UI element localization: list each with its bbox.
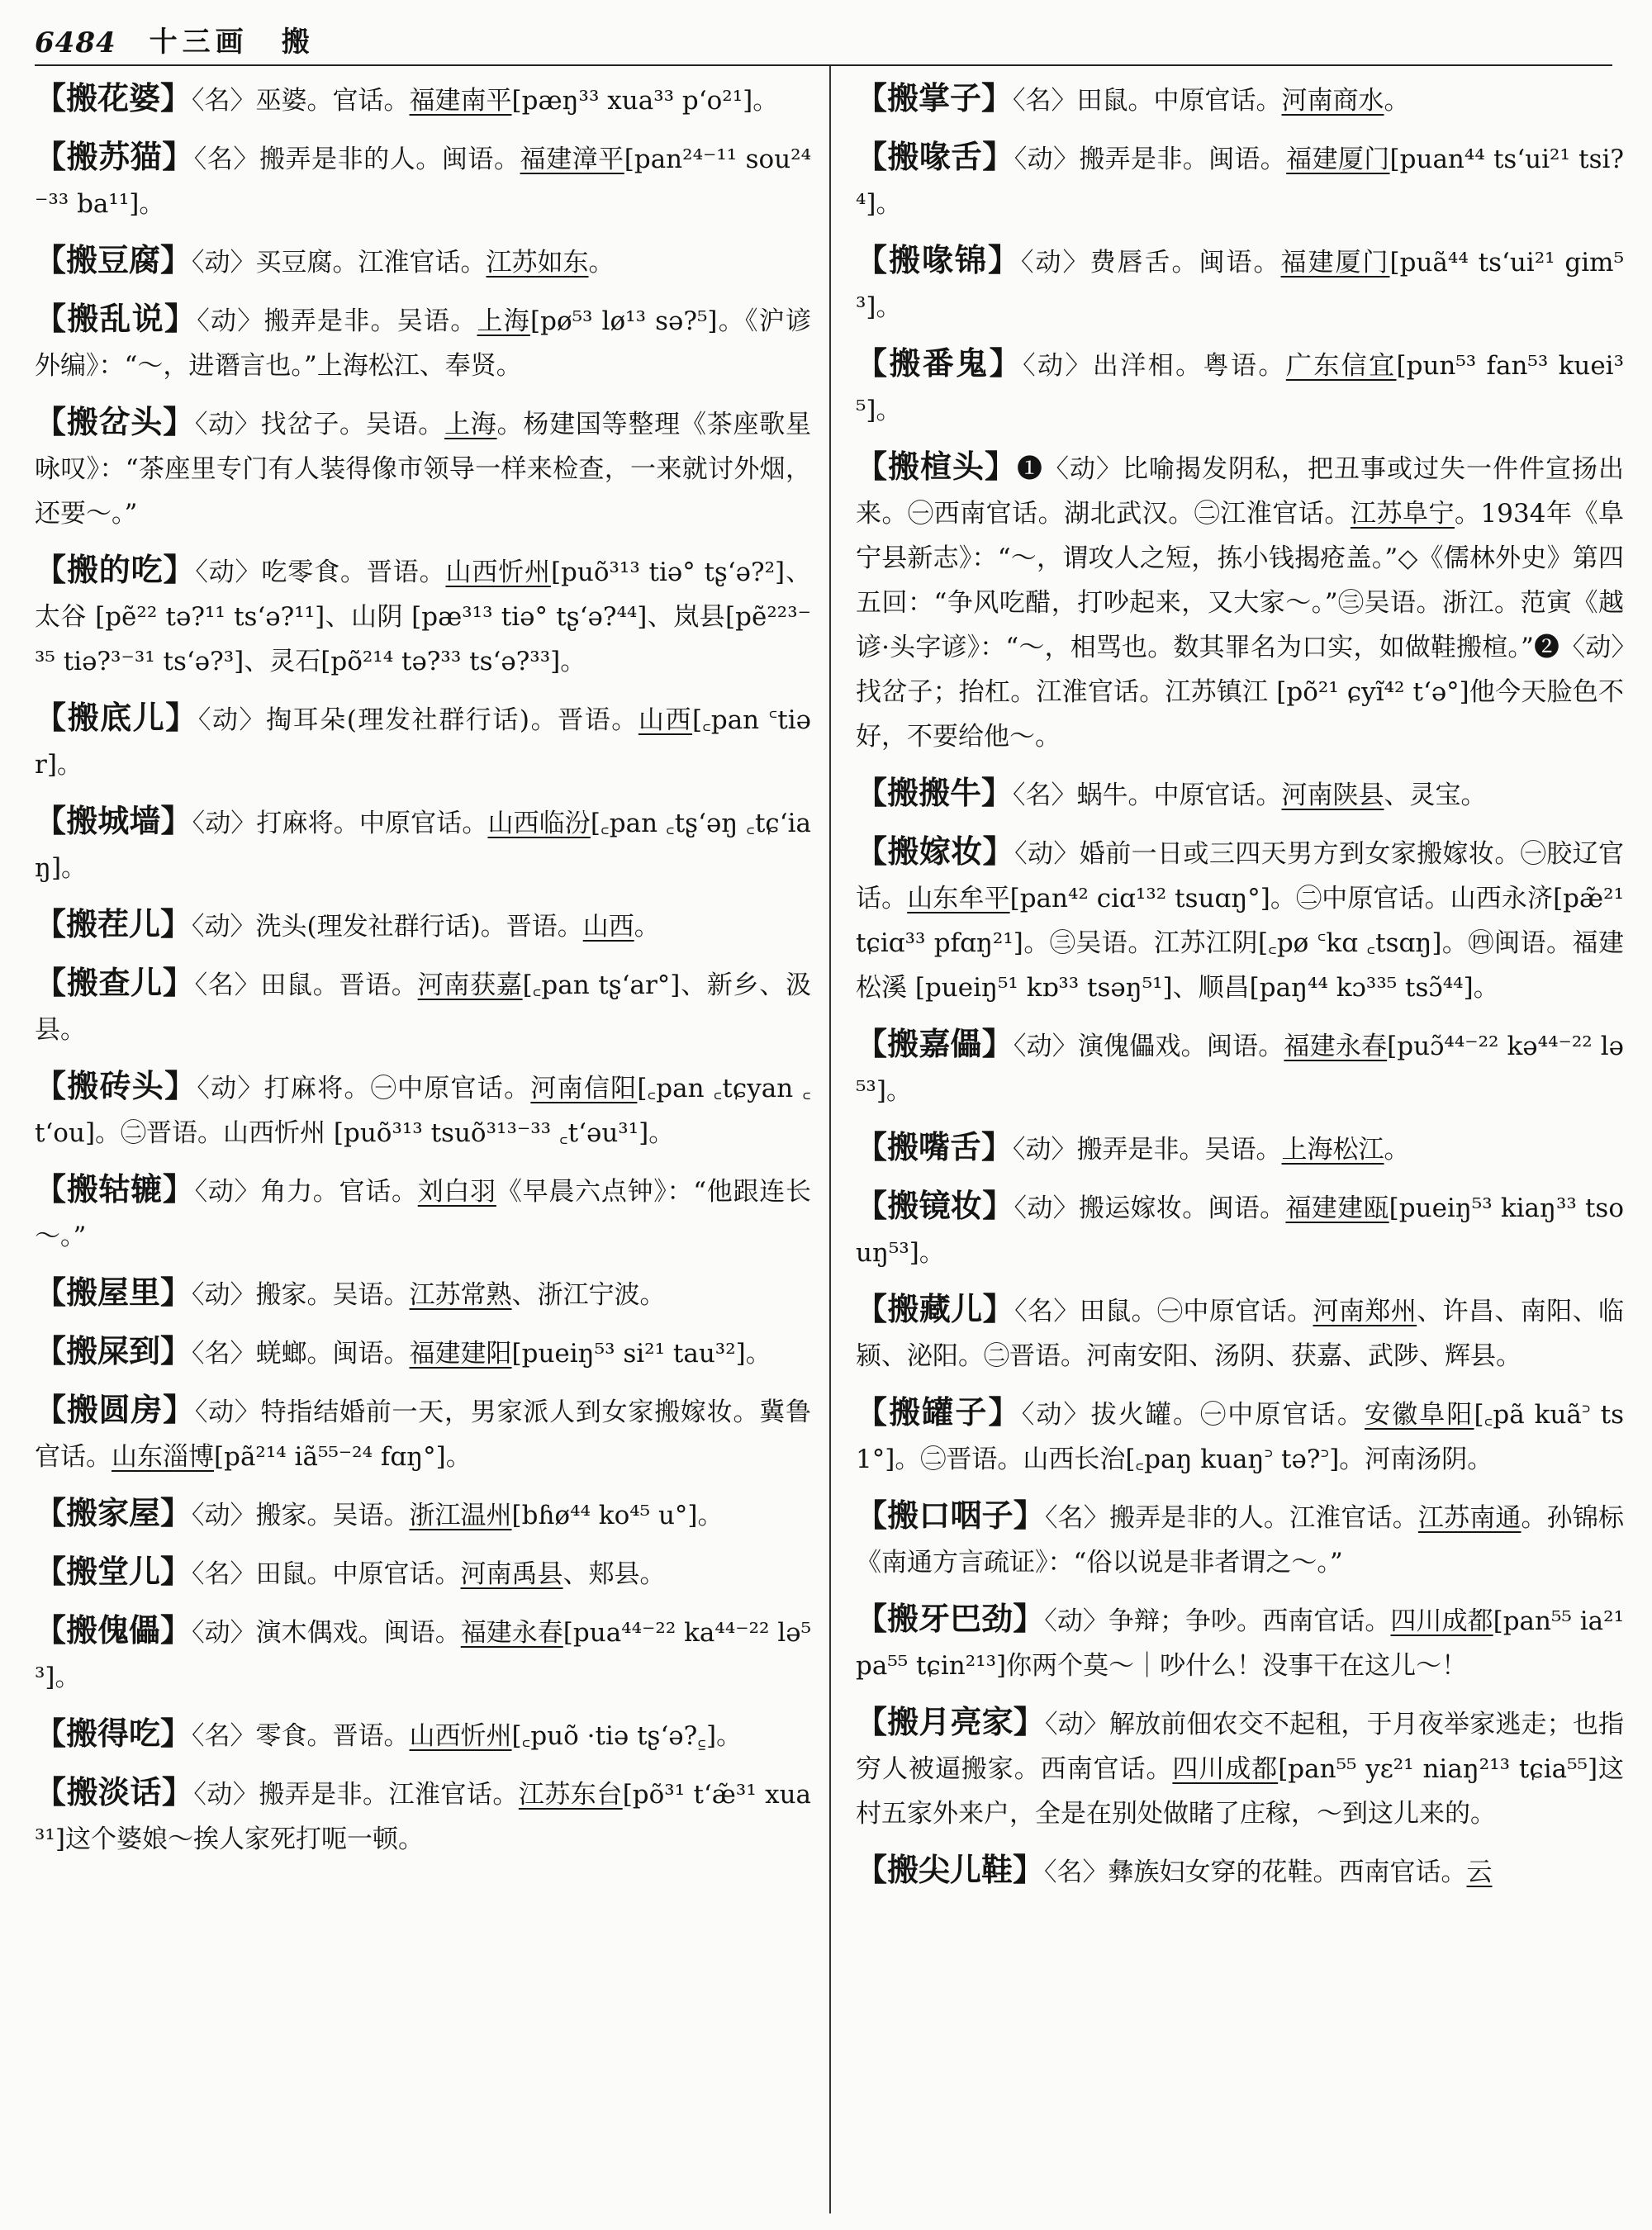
headword: 【搬镜妆】 bbox=[856, 1187, 1014, 1224]
definition: 搬弄是非。吴语。 bbox=[1076, 1135, 1282, 1165]
headword: 【搬牙巴劲】 bbox=[856, 1600, 1045, 1637]
headword: 【搬底儿】 bbox=[35, 699, 198, 736]
headword: 【搬屎到】 bbox=[35, 1332, 192, 1369]
dictionary-entry bbox=[856, 76, 1624, 123]
entry-tail: 。 bbox=[1384, 1135, 1410, 1165]
entry-tail: [pan⁵⁵ yɛ²¹ niaŋ²¹³ tɕia⁵⁵]这村五家外来户，全是在别处做睹了庄稼，～到这儿来的。 bbox=[856, 1754, 1624, 1829]
headword: 【搬家屋】 bbox=[35, 1494, 192, 1531]
part-of-speech: 〈动〉 bbox=[197, 705, 267, 735]
entry-tail: [puɔ̃⁴⁴⁻²² kə⁴⁴⁻²² lə⁵³]。 bbox=[856, 1032, 1625, 1106]
location: 刘白羽 bbox=[417, 1177, 496, 1207]
part-of-speech: 〈动〉 bbox=[197, 306, 264, 336]
entry-tail: [pan²⁴⁻¹¹ sou²⁴⁻³³ ba¹¹]。 bbox=[35, 145, 812, 219]
headword: 【搬掌子】 bbox=[856, 79, 1014, 116]
dictionary-entry bbox=[35, 1064, 811, 1155]
headword: 【搬淡话】 bbox=[35, 1773, 194, 1810]
entry-tail: [pueiŋ⁵³ kiaŋ³³ tsouŋ⁵³]。 bbox=[856, 1193, 1625, 1268]
definition: 搬家。吴语。 bbox=[255, 1280, 410, 1310]
definition: 巫婆。官话。 bbox=[255, 86, 410, 116]
dictionary-entry bbox=[35, 1491, 811, 1538]
left-column bbox=[35, 76, 811, 1873]
dictionary-entry bbox=[35, 1270, 811, 1317]
headword: 【搬圆房】 bbox=[35, 1391, 195, 1428]
headword: 【搬花婆】 bbox=[35, 79, 192, 116]
entry-tail: [꜀pan ꜀tʂ‘əŋ ꜀tɕ‘iaŋ]。 bbox=[35, 809, 812, 883]
definition: 找岔子。吴语。 bbox=[260, 410, 445, 439]
entry-tail: [puã⁴⁴ ts‘ui²¹ gim⁵³]。 bbox=[856, 248, 1624, 322]
location: 山西 bbox=[638, 705, 693, 735]
page-number: 6484 bbox=[35, 26, 116, 59]
definition: 零食。晋语。 bbox=[255, 1721, 410, 1751]
entry-tail: [pua⁴⁴⁻²² ka⁴⁴⁻²² lə⁵³]。 bbox=[35, 1618, 812, 1692]
headword: 【搬尖儿鞋】 bbox=[856, 1851, 1045, 1888]
location: 浙江温州 bbox=[409, 1501, 512, 1530]
dictionary-entry bbox=[35, 135, 811, 226]
definition: 演傀儡戏。闽语。 bbox=[1077, 1032, 1284, 1061]
dictionary-entry bbox=[35, 695, 811, 787]
entry-tail: [põ³¹ t‘æ̃³¹ xua³¹]这个婆娘～挨人家死打呃一顿。 bbox=[35, 1780, 812, 1854]
headword: 【搬番鬼】 bbox=[856, 344, 1023, 382]
headword: 【搬苏猫】 bbox=[35, 138, 194, 175]
entry-tail: [pæŋ³³ xua³³ p‘o²¹]。 bbox=[511, 86, 779, 116]
location: 福建建阳 bbox=[409, 1339, 512, 1369]
entry-tail: 、浙江宁波。 bbox=[511, 1280, 666, 1310]
definition: 搬弄是非。吴语。 bbox=[263, 306, 477, 336]
definition: 洗头(理发社群行话)。晋语。 bbox=[255, 912, 583, 942]
dictionary-entry bbox=[856, 829, 1624, 1010]
dictionary-entry bbox=[35, 1770, 811, 1862]
entry-tail: [bɦø⁴⁴ ko⁴⁵ u°]。 bbox=[511, 1501, 724, 1530]
part-of-speech: 〈名〉 bbox=[1044, 1858, 1108, 1887]
dictionary-entry bbox=[856, 1493, 1624, 1585]
headword: 【搬豆腐】 bbox=[35, 241, 192, 278]
part-of-speech: 〈动〉 bbox=[194, 1177, 261, 1207]
headword: 【搬轱辘】 bbox=[35, 1170, 195, 1208]
location: 福建建瓯 bbox=[1285, 1193, 1389, 1223]
definition: 搬弄是非。江淮官话。 bbox=[259, 1780, 519, 1810]
entry-tail: [꜀puõ ·tiə tʂ‘ə?꜁]。 bbox=[511, 1721, 743, 1751]
definition: 彝族妇女穿的花鞋。西南官话。 bbox=[1108, 1858, 1467, 1887]
definition: 出洋相。粤语。 bbox=[1092, 351, 1286, 381]
part-of-speech: 〈动〉 bbox=[1014, 145, 1080, 174]
entry-tail: 。 bbox=[1384, 86, 1410, 116]
location: 广东信宜 bbox=[1285, 351, 1397, 381]
location: 福建厦门 bbox=[1286, 145, 1390, 174]
dictionary-entry bbox=[856, 771, 1624, 818]
definition: 特指结婚前一天，男家派人到女家搬嫁妆。冀鲁官话。 bbox=[35, 1397, 812, 1472]
dictionary-entry bbox=[856, 1700, 1624, 1836]
headword: 【搬楦头】 bbox=[856, 448, 1017, 485]
dictionary-entry bbox=[856, 1287, 1624, 1378]
part-of-speech: 〈名〉 bbox=[1013, 780, 1077, 810]
part-of-speech: 〈动〉 bbox=[192, 809, 257, 838]
dictionary-entry bbox=[35, 400, 811, 536]
headword: 【搬堂儿】 bbox=[35, 1553, 192, 1590]
dictionary-entry bbox=[35, 1711, 811, 1758]
part-of-speech: 〈动〉 bbox=[194, 410, 261, 439]
definition: 争辩；争吵。西南官话。 bbox=[1108, 1606, 1391, 1636]
headword: 【搬砖头】 bbox=[35, 1067, 197, 1104]
headword: 【搬茬儿】 bbox=[35, 905, 192, 942]
location: 河南陕县 bbox=[1281, 780, 1384, 810]
part-of-speech: 〈动〉 bbox=[1013, 1135, 1077, 1165]
entry-tail: 、郏县。 bbox=[563, 1559, 666, 1589]
definition: 田鼠。晋语。 bbox=[260, 970, 418, 1000]
dictionary-entry bbox=[35, 238, 811, 285]
entry-tail: 。 bbox=[588, 248, 615, 278]
definition: 蜣螂。闽语。 bbox=[255, 1339, 410, 1369]
location: 福建永春 bbox=[460, 1618, 563, 1648]
headword: 【搬罐子】 bbox=[856, 1393, 1022, 1431]
location: 江苏如东 bbox=[486, 248, 589, 278]
entry-tail: [puõ³¹³ tiə° tʂ‘ə?²]、太谷 [pẽ²² tə?¹¹ ts‘ə?¹¹]、山阴 [pæ³¹³ tiə° tʂ‘ə?⁴⁴]、岚县[pẽ²²³⁻³⁵ tiə?³⁻³¹ ts‘ə?³]、灵石[põ²¹⁴ tə?³³ ts‘ə?³³]。 bbox=[35, 558, 812, 676]
part-of-speech: 〈名〉 bbox=[192, 1559, 256, 1589]
part-of-speech: 〈动〉 bbox=[193, 1780, 259, 1810]
headword: 【搬查儿】 bbox=[35, 964, 195, 1001]
location: 四川成都 bbox=[1390, 1606, 1493, 1636]
dictionary-entry bbox=[35, 548, 811, 684]
location: 上海 bbox=[444, 410, 497, 439]
headword: 【搬屋里】 bbox=[35, 1274, 192, 1311]
dictionary-entry bbox=[856, 1597, 1624, 1688]
entry-tail: [pø⁵³ lø¹³ sə?⁵]。《沪谚外编》：“～，进谮言也。”上海松江、奉贤。 bbox=[35, 306, 811, 381]
headword: 【搬嘴舌】 bbox=[856, 1128, 1014, 1165]
dictionary-entry bbox=[35, 1608, 811, 1700]
location: 上海 bbox=[477, 306, 530, 336]
entry-tail: [꜀pan tʂ‘ar°]、新乡、汲县。 bbox=[35, 970, 812, 1045]
part-of-speech: 〈动〉 bbox=[1044, 1710, 1109, 1739]
dictionary-entry bbox=[35, 297, 811, 388]
location: 江苏阜宁 bbox=[1350, 499, 1455, 529]
part-of-speech: 〈名〉 bbox=[194, 970, 261, 1000]
definition: 角力。官话。 bbox=[260, 1177, 418, 1207]
part-of-speech: 〈名〉 bbox=[193, 145, 259, 174]
dictionary-entry bbox=[856, 1390, 1624, 1482]
entry-tail: [꜀pan ꜂tiər]。 bbox=[35, 705, 812, 780]
part-of-speech: 〈动〉 bbox=[194, 1397, 261, 1427]
entry-tail: [pueiŋ⁵³ si²¹ tau³²]。 bbox=[511, 1339, 771, 1369]
definition: 搬弄是非的人。闽语。 bbox=[259, 145, 520, 174]
definition: 搬弄是非的人。江淮官话。 bbox=[1108, 1503, 1418, 1533]
part-of-speech: 〈动〉 bbox=[192, 912, 256, 942]
headword: 【搬喙锦】 bbox=[856, 241, 1022, 278]
entry-tail: 。 bbox=[634, 912, 660, 942]
definition: 婚前一日或三四天男方到女家搬嫁妆。㊀胶辽官话。 bbox=[856, 839, 1624, 913]
definition: 搬家。吴语。 bbox=[255, 1501, 410, 1530]
headword: 【搬岔头】 bbox=[35, 403, 195, 440]
part-of-speech: 〈名〉 bbox=[1014, 1297, 1080, 1326]
dictionary-entry bbox=[856, 444, 1624, 759]
definition: 田鼠。㊀中原官话。 bbox=[1079, 1297, 1313, 1326]
location: 河南禹县 bbox=[460, 1559, 563, 1589]
entry-tail: [pan⁵⁵ ia²¹ pa⁵⁵ tɕin²¹³]你两个莫～｜吵什么！没事干在这儿～！ bbox=[856, 1606, 1624, 1681]
entry-tail: 、灵宝。 bbox=[1384, 780, 1487, 810]
entry-tail: 《早晨六点钟》：“他跟连长～。” bbox=[35, 1177, 811, 1251]
location: 福建南平 bbox=[409, 86, 512, 116]
dictionary-entry bbox=[856, 238, 1624, 330]
entry-tail: [꜀pã kuã꜄ ts1°]。㊁晋语。山西长治[꜀paŋ kuaŋ꜄ tə?꜄]。河南汤阴。 bbox=[856, 1400, 1625, 1474]
location: 河南信阳 bbox=[530, 1074, 638, 1103]
header-character: 搬 bbox=[281, 26, 310, 59]
entry-tail: 。孙锦标《南通方言疏证》：“俗以说是非者谓之～。” bbox=[856, 1503, 1624, 1578]
location: 云 bbox=[1466, 1858, 1493, 1887]
dictionary-entry bbox=[856, 1125, 1624, 1172]
part-of-speech: 〈动〉 bbox=[197, 1074, 264, 1103]
definition: 打麻将。中原官话。 bbox=[256, 809, 488, 838]
dictionary-entry bbox=[35, 1329, 811, 1376]
headword: 【搬城墙】 bbox=[35, 802, 192, 839]
dictionary-entry bbox=[35, 1388, 811, 1479]
headword: 【搬傀儡】 bbox=[35, 1611, 192, 1649]
definition: 费唇舌。闽语。 bbox=[1089, 248, 1281, 278]
dictionary-entry bbox=[35, 961, 811, 1052]
location: 山西忻州 bbox=[445, 558, 551, 587]
part-of-speech: 〈名〉 bbox=[192, 1339, 256, 1369]
entry-tail: [pan⁴² ciɑ¹³² tsuɑŋ°]。㊁中原官话。山西永济[pæ̃²¹ tɕiɑ³³ pfɑŋ²¹]。㊂吴语。江苏江阴[꜀pø ꜂kɑ ꜀tsɑŋ]。㊃闽语。福建松溪 [pueiŋ⁵¹ kɒ³³ tsəŋ⁵¹]、顺昌[paŋ⁴⁴ kɔ³³⁵ tsɔ̃⁴⁴]。 bbox=[856, 884, 1625, 1003]
part-of-speech: 〈动〉 bbox=[195, 558, 262, 587]
part-of-speech: 〈动〉 bbox=[1023, 351, 1093, 381]
part-of-speech: 〈动〉 bbox=[1013, 1032, 1078, 1061]
definition: 掏耳朵(理发社群行话)。晋语。 bbox=[266, 705, 638, 735]
location: 山西忻州 bbox=[409, 1721, 512, 1751]
entry-tail: [puan⁴⁴ ts‘ui²¹ tsi?⁴]。 bbox=[856, 145, 1625, 219]
definition: 买豆腐。江淮官话。 bbox=[255, 248, 487, 278]
definition: 打麻将。㊀中原官话。 bbox=[263, 1074, 531, 1103]
part-of-speech: 〈动〉 bbox=[1014, 839, 1080, 869]
definition: 田鼠。中原官话。 bbox=[1076, 86, 1282, 116]
entry-tail: [pun⁵³ fan⁵³ kuei³⁵]。 bbox=[856, 351, 1625, 425]
definition: 演木偶戏。闽语。 bbox=[255, 1618, 461, 1648]
dictionary-entry bbox=[856, 1184, 1624, 1275]
part-of-speech: ❶〈动〉 bbox=[1017, 454, 1123, 484]
column-divider bbox=[829, 66, 831, 2213]
page-header bbox=[35, 21, 1612, 59]
headword: 【搬搬牛】 bbox=[856, 774, 1014, 811]
location: 山东淄博 bbox=[112, 1442, 214, 1472]
location: 江苏东台 bbox=[518, 1780, 623, 1810]
definition: 比喻揭发阴私，把丑事或过失一件件宣扬出来。㊀西南官话。湖北武汉。㊁江淮官话。 bbox=[856, 454, 1624, 529]
part-of-speech: 〈动〉 bbox=[192, 1501, 256, 1530]
headword: 【搬嫁妆】 bbox=[856, 833, 1015, 870]
location: 江苏常熟 bbox=[409, 1280, 512, 1310]
location: 河南郑州 bbox=[1313, 1297, 1417, 1326]
location: 山东牟平 bbox=[907, 884, 1010, 913]
entry-tail: 、许昌、南阳、临颍、泌阳。㊁晋语。河南安阳、汤阴、获嘉、武陟、辉县。 bbox=[856, 1297, 1625, 1371]
location: 福建永春 bbox=[1284, 1032, 1388, 1061]
dictionary-entry bbox=[35, 76, 811, 123]
definition: 吃零食。晋语。 bbox=[261, 558, 446, 587]
header-rule bbox=[35, 64, 1612, 66]
part-of-speech: 〈名〉 bbox=[1013, 86, 1077, 116]
headword: 【搬藏儿】 bbox=[856, 1290, 1015, 1327]
dictionary-entry bbox=[856, 1022, 1624, 1113]
location: 河南商水 bbox=[1281, 86, 1384, 116]
definition: 搬弄是非。闽语。 bbox=[1079, 145, 1287, 174]
headword: 【搬口咽子】 bbox=[856, 1497, 1045, 1534]
headword: 【搬月亮家】 bbox=[856, 1703, 1045, 1740]
definition: 搬运嫁妆。闽语。 bbox=[1078, 1193, 1286, 1223]
location: 上海松江 bbox=[1281, 1135, 1384, 1165]
part-of-speech: 〈名〉 bbox=[1044, 1503, 1109, 1533]
part-of-speech: 〈动〉 bbox=[1014, 1193, 1079, 1223]
headword: 【搬乱说】 bbox=[35, 300, 197, 337]
location: 河南获嘉 bbox=[417, 970, 523, 1000]
location: 山西 bbox=[582, 912, 634, 942]
entry-tail: [꜀pan ꜀tɕyan ꜀t‘ou]。㊁晋语。山西忻州 [puõ³¹³ tsuõ³¹³⁻³³ ꜀t‘əu³¹]。 bbox=[35, 1074, 812, 1148]
location: 山西临汾 bbox=[487, 809, 591, 838]
part-of-speech: 〈动〉 bbox=[192, 1618, 256, 1648]
location: 福建漳平 bbox=[520, 145, 624, 174]
part-of-speech: 〈名〉 bbox=[192, 1721, 256, 1751]
location: 安徽阜阳 bbox=[1364, 1400, 1474, 1430]
dictionary-entry bbox=[35, 1167, 811, 1259]
part-of-speech: 〈动〉 bbox=[1044, 1606, 1108, 1636]
definition: 拔火罐。㊀中原官话。 bbox=[1090, 1400, 1365, 1430]
definition: 田鼠。中原官话。 bbox=[255, 1559, 461, 1589]
location: 四川成都 bbox=[1172, 1754, 1279, 1784]
definition: 解放前佃农交不起租，于月夜举家逃走；也指穷人被逼搬家。西南官话。 bbox=[856, 1710, 1624, 1784]
location: 江苏南通 bbox=[1417, 1503, 1521, 1533]
headword: 【搬嘉儡】 bbox=[856, 1025, 1014, 1062]
dictionary-entry bbox=[35, 1549, 811, 1597]
entry-tail: 。1934年《阜宁县新志》：“～，谓攻人之短，拣小钱揭疮盖。”◇《儒林外史》第四五回：“争风吃醋，打吵起来，又大家～。”㊂吴语。浙江。范寅《越谚·头字谚》：“～，相骂也。数其罪名为口实，如做鞋搬楦。”❷〈动〉找岔子；抬杠。江淮官话。江苏镇江 [põ²¹ ɕyĩ⁴² t‘ə°]他今天脸色不好，不要给他～。 bbox=[856, 499, 1624, 752]
dictionary-entry bbox=[35, 902, 811, 949]
headword: 【搬的吃】 bbox=[35, 551, 196, 588]
headword: 【搬喙舌】 bbox=[856, 138, 1014, 175]
part-of-speech: 〈名〉 bbox=[192, 86, 256, 116]
dictionary-entry bbox=[856, 1848, 1624, 1895]
dictionary-entry bbox=[856, 135, 1624, 226]
part-of-speech: 〈动〉 bbox=[192, 1280, 256, 1310]
entry-tail: 。杨建国等整理《茶座歌星咏叹》：“茶座里专门有人装得像市领导一样来检查，一来就讨外烟，还要～。” bbox=[35, 410, 812, 529]
definition: 蜗牛。中原官话。 bbox=[1076, 780, 1282, 810]
part-of-speech: 〈动〉 bbox=[192, 248, 256, 278]
location: 福建厦门 bbox=[1280, 248, 1390, 278]
dictionary-entry bbox=[35, 799, 811, 890]
part-of-speech: 〈动〉 bbox=[1021, 1400, 1091, 1430]
entry-tail: [pã²¹⁴ iã⁵⁵⁻²⁴ fɑŋ°]。 bbox=[214, 1442, 472, 1472]
dictionary-entry bbox=[856, 341, 1624, 433]
headword: 【搬得吃】 bbox=[35, 1715, 192, 1752]
chapter-label: 十三画 bbox=[149, 26, 249, 59]
part-of-speech: 〈动〉 bbox=[1021, 248, 1090, 278]
right-column bbox=[856, 76, 1624, 1906]
